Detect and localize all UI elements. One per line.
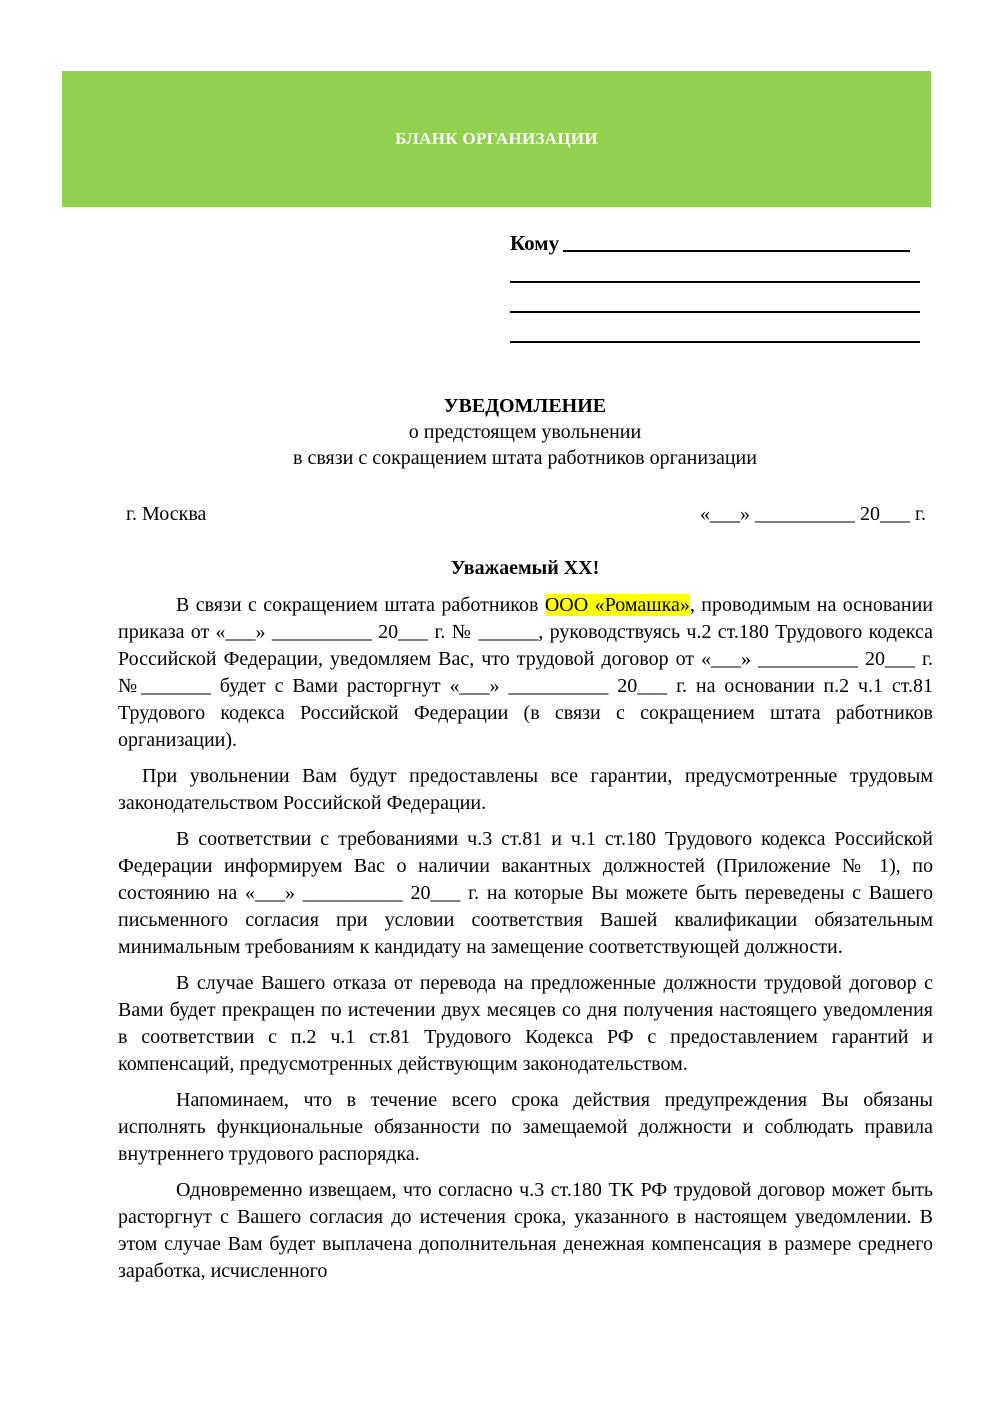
banner-text: БЛАНК ОРГАНИЗАЦИИ (395, 129, 598, 148)
document-subtitle-2: в связи с сокращением штата работников организации (293, 447, 757, 469)
addressee-row-1 (510, 230, 920, 256)
paragraph-6: Одновременно извещаем, что согласно ч.3 ст.180 ТК РФ трудовой договор может быть расторгнут с Вашего согласия до истечения срока, указанного в настоящем уведомлении. В этом случае Вам будет выплачена дополнительная денежная компенсация в размере среднего заработка, исчисленного (118, 1179, 933, 1282)
place-of-issue: г. Москва (126, 503, 207, 525)
addressee-label: Кому (510, 231, 560, 255)
document-subtitle-1: о предстоящем увольнении (408, 421, 642, 443)
addressee-blank-line-1 (563, 250, 910, 252)
addressee-row-4 (510, 316, 920, 346)
addressee-block (510, 230, 920, 346)
greeting: Уважаемый ХХ! (450, 557, 600, 579)
paragraph-4: В случае Вашего отказа от перевода на предложенные должности трудовой договор с Вами будет прекращен по истечении двух месяцев со дня получения настоящего уведомления в соответствии с п.2 ч.1 ст.81 Трудового Кодекса РФ с предоставлением гарантий и компенсаций, предусмотренных действующим законодательством. (118, 972, 933, 1075)
company-name-highlight: ООО «Ромашка» (544, 594, 690, 616)
addressee-blank-line-4 (510, 341, 920, 343)
addressee-row-2 (510, 256, 920, 286)
paragraph-2: При увольнении Вам будут предоставлены все гарантии, предусмотренные трудовым законодательством Российской Федерации. (118, 765, 933, 814)
paragraph-1-start: В связи с сокращением штата работников (176, 594, 545, 616)
paragraph-1-end: , проводимым на основании приказа от «___» __________ 20___ г. № ______, руководствуясь ч.2 ст.180 Трудового кодекса Российской Федерации, уведомляем Вас, что трудовой договор от «___» __________ 20___ г. №_______ будет с Вами расторгнут «___» __________ 20___ г. на основании п.2 ч.1 ст.81 Трудового кодекса Российской Федерации (в связи с сокращением штата работников организации). (118, 594, 933, 751)
document-body (118, 592, 933, 1294)
document-title-block (62, 393, 988, 471)
paragraph-1 (118, 592, 933, 754)
addressee-row-3 (510, 286, 920, 316)
place-date-row (126, 503, 926, 526)
organization-letterhead-banner (62, 71, 931, 207)
paragraph-3: В соответствии с требованиями ч.3 ст.81 и ч.1 ст.180 Трудового кодекса Российской Федерации информируем Вас о наличии вакантных должностей (Приложение № 1), по состоянию на «___» __________ 20___ г. на которые Вы можете быть переведены с Вашего письменного согласия при условии соответствия Вашей квалификации обязательным минимальным требованиям к кандидату на замещение соответствующей должности. (118, 828, 933, 958)
addressee-blank-line-3 (510, 311, 920, 313)
document-title: УВЕДОМЛЕНИЕ (443, 395, 607, 417)
paragraph-5: Напоминаем, что в течение всего срока действия предупреждения Вы обязаны исполнять функциональные обязанности по замещаемой должности и соблюдать правила внутреннего трудового распорядка. (118, 1089, 933, 1165)
addressee-blank-line-2 (510, 281, 920, 283)
date-of-issue: «___» __________ 20___ г. (700, 503, 926, 525)
